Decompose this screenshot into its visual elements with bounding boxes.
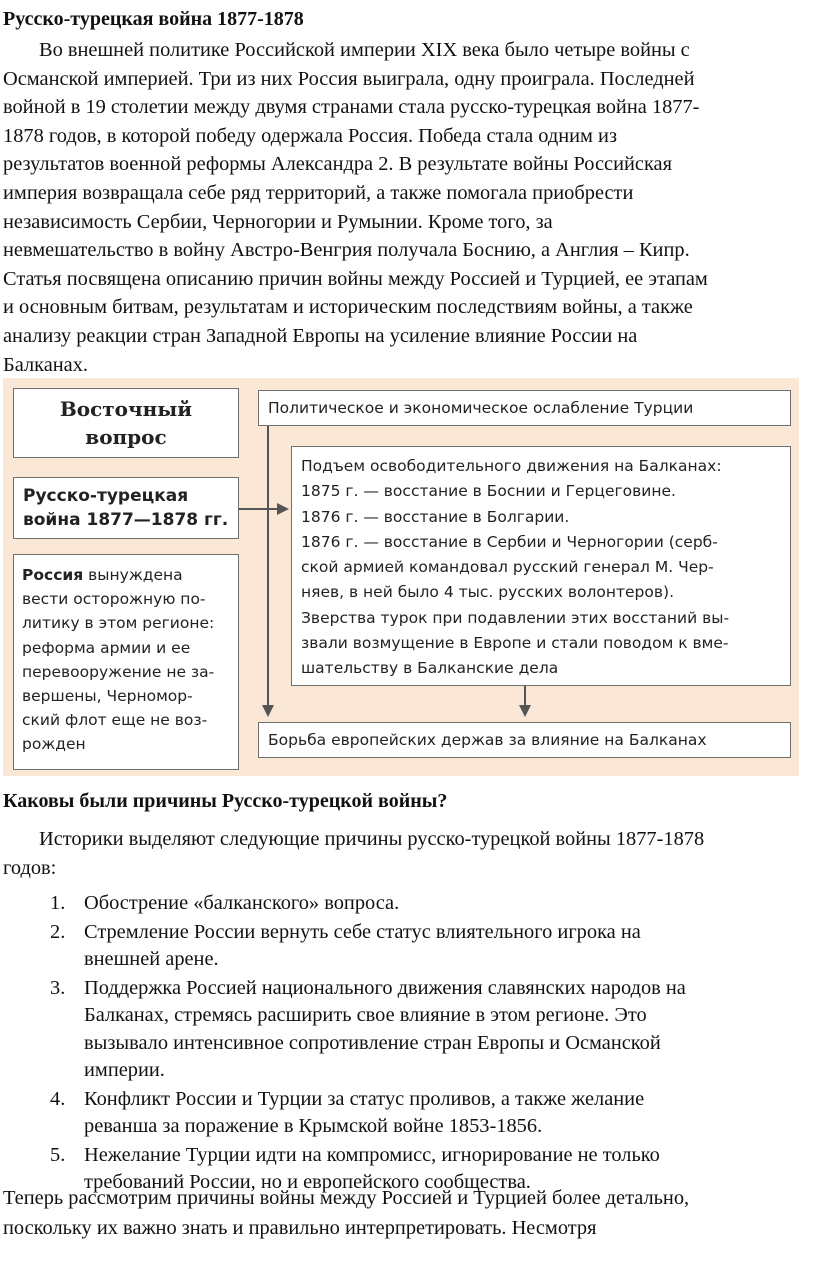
balkan-line: няев, в ней было 4 тыс. русских волонтеров). xyxy=(301,583,674,602)
russia-box-line: ский флот еще не воз- xyxy=(22,711,208,730)
causes-intro-line: Историки выделяют следующие причины русско-турецкой войны 1877-1878 xyxy=(39,828,705,850)
eastern-question-line: вопрос xyxy=(85,425,167,449)
list-item-line: Стремление России вернуть себе статус влиятельного игрока на xyxy=(84,920,641,943)
russia-box-line: вести осторожную по- xyxy=(22,590,206,609)
connector-vertical-left xyxy=(267,426,269,706)
balkan-line: 1875 г. — восстание в Боснии и Герцеговине. xyxy=(301,482,676,501)
war-box xyxy=(13,477,239,539)
document-title: Русско-турецкая война 1877-1878 xyxy=(3,8,304,30)
russia-box-line: литику в этом регионе: xyxy=(22,614,215,633)
intro-line: и основным битвам, результатам и историческим последствиям войны, а также xyxy=(3,296,693,319)
russia-box-line: реформа армии и ее xyxy=(22,638,191,657)
intro-line: Статья посвящена описанию причин войны между Россией и Турцией, ее этапам xyxy=(3,267,708,290)
intro-line: Османской империей. Три из них Россия выиграла, одну проиграла. Последней xyxy=(3,67,695,90)
balkan-line: 1876 г. — восстание в Болгарии. xyxy=(301,507,570,526)
balkan-line: 1876 г. — восстание в Сербии и Черногории (серб- xyxy=(301,532,718,551)
intro-line: результатов военной реформы Александра 2. В результате войны Российская xyxy=(3,153,672,176)
eastern-question-line: Восточный xyxy=(59,397,193,421)
intro-line: анализу реакции стран Западной Европы на усиление влияние России на xyxy=(3,324,638,347)
turkey-weakening-text: Политическое и экономическое ослабление Турции xyxy=(268,399,694,417)
intro-line: войной в 19 столетии между двумя странами стала русско-турецкая война 1877- xyxy=(3,96,700,119)
list-number: 1. xyxy=(50,892,66,914)
causes-intro-line: годов: xyxy=(3,856,57,879)
balkan-line: шательству в Балканские дела xyxy=(301,659,559,678)
eastern-question-diagram xyxy=(3,378,799,776)
intro-line: Во внешней политике Российской империи XIX века было четыре войны с xyxy=(39,39,690,61)
list-item-line: Поддержка Россией национального движения славянских народов на xyxy=(84,976,686,999)
european-struggle-box xyxy=(258,722,791,758)
russia-box-line: Россия вынуждена xyxy=(22,566,183,584)
list-item-line: Конфликт России и Турции за статус проливов, а также желание xyxy=(84,1087,645,1110)
balkan-line: Подъем освободительного движения на Балканах: xyxy=(301,457,722,475)
list-item-line: вызывало интенсивное сопротивление стран Европы и Османской xyxy=(84,1031,661,1054)
balkan-line: звали возмущение в Европе и стали поводом к вме- xyxy=(301,634,729,653)
list-item xyxy=(0,919,800,974)
list-item-line: Обострение «балканского» вопроса. xyxy=(84,892,400,914)
list-item-line: требований России, но и европейского сообщества. xyxy=(84,1171,531,1193)
russia-bold-word: Россия xyxy=(22,566,84,584)
closing-line: Теперь рассмотрим причины войны между Россией и Турцией более детально, xyxy=(3,1187,690,1209)
arrow-right-icon xyxy=(277,503,289,515)
eastern-question-box xyxy=(13,388,239,458)
russia-box-line: рожден xyxy=(22,735,86,754)
list-number: 3. xyxy=(50,976,66,999)
closing-line: поскольку их важно знать и правильно интерпретировать. Несмотря xyxy=(3,1217,597,1239)
list-item-line: Нежелание Турции идти на компромисс, игнорирование не только xyxy=(84,1143,660,1166)
arrow-down-icon xyxy=(519,705,531,717)
arrow-down-icon xyxy=(262,705,274,717)
intro-line: независимость Сербии, Черногории и Румынии. Кроме того, за xyxy=(3,210,553,233)
balkan-line: Зверства турок при подавлении этих восстаний вы- xyxy=(301,608,730,627)
connector-war-to-balkans xyxy=(239,508,277,510)
balkan-line: ской армией командовал русский генерал М. Чер- xyxy=(301,558,714,577)
intro-line: 1878 годов, в которой победу одержала Россия. Победа стала одним из xyxy=(3,124,618,147)
turkey-weakening-box xyxy=(258,390,791,426)
list-number: 5. xyxy=(50,1143,66,1166)
russia-box xyxy=(13,554,239,770)
section-heading: Каковы были причины Русско-турецкой войны? xyxy=(3,790,448,812)
list-item xyxy=(0,890,800,918)
russia-box-line: перевооружение не за- xyxy=(22,662,215,681)
closing-paragraph xyxy=(3,1183,813,1243)
intro-line: империя возвращала себе ряд территорий, а также помогала приобрести xyxy=(3,181,634,204)
intro-line: невмешательство в войну Австро-Венгрия получала Боснию, а Англия – Кипр. xyxy=(3,239,690,262)
balkan-uprisings-box xyxy=(291,446,791,686)
war-box-line: Русско-турецкая xyxy=(23,486,189,506)
list-item-line: империи. xyxy=(84,1059,165,1081)
list-item-line: Балканах, стремясь расширить свое влияние в этом регионе. Это xyxy=(84,1004,647,1026)
list-item-line: внешней арене. xyxy=(84,948,219,970)
list-item xyxy=(0,1086,800,1141)
russia-box-line: вершены, Черномор- xyxy=(22,687,193,706)
list-item xyxy=(0,975,800,1085)
war-box-line: война 1877—1878 гг. xyxy=(23,510,229,530)
connector-vertical-right xyxy=(524,686,526,706)
intro-line: Балканах. xyxy=(3,353,89,376)
list-number: 2. xyxy=(50,920,66,943)
european-struggle-text: Борьба европейских держав за влияние на Балканах xyxy=(268,731,707,749)
intro-paragraph xyxy=(3,36,813,379)
causes-list xyxy=(0,890,800,1198)
list-number: 4. xyxy=(50,1087,66,1110)
list-item-line: реванша за поражение в Крымской войне 1853-1856. xyxy=(84,1115,543,1137)
causes-intro xyxy=(3,825,813,882)
